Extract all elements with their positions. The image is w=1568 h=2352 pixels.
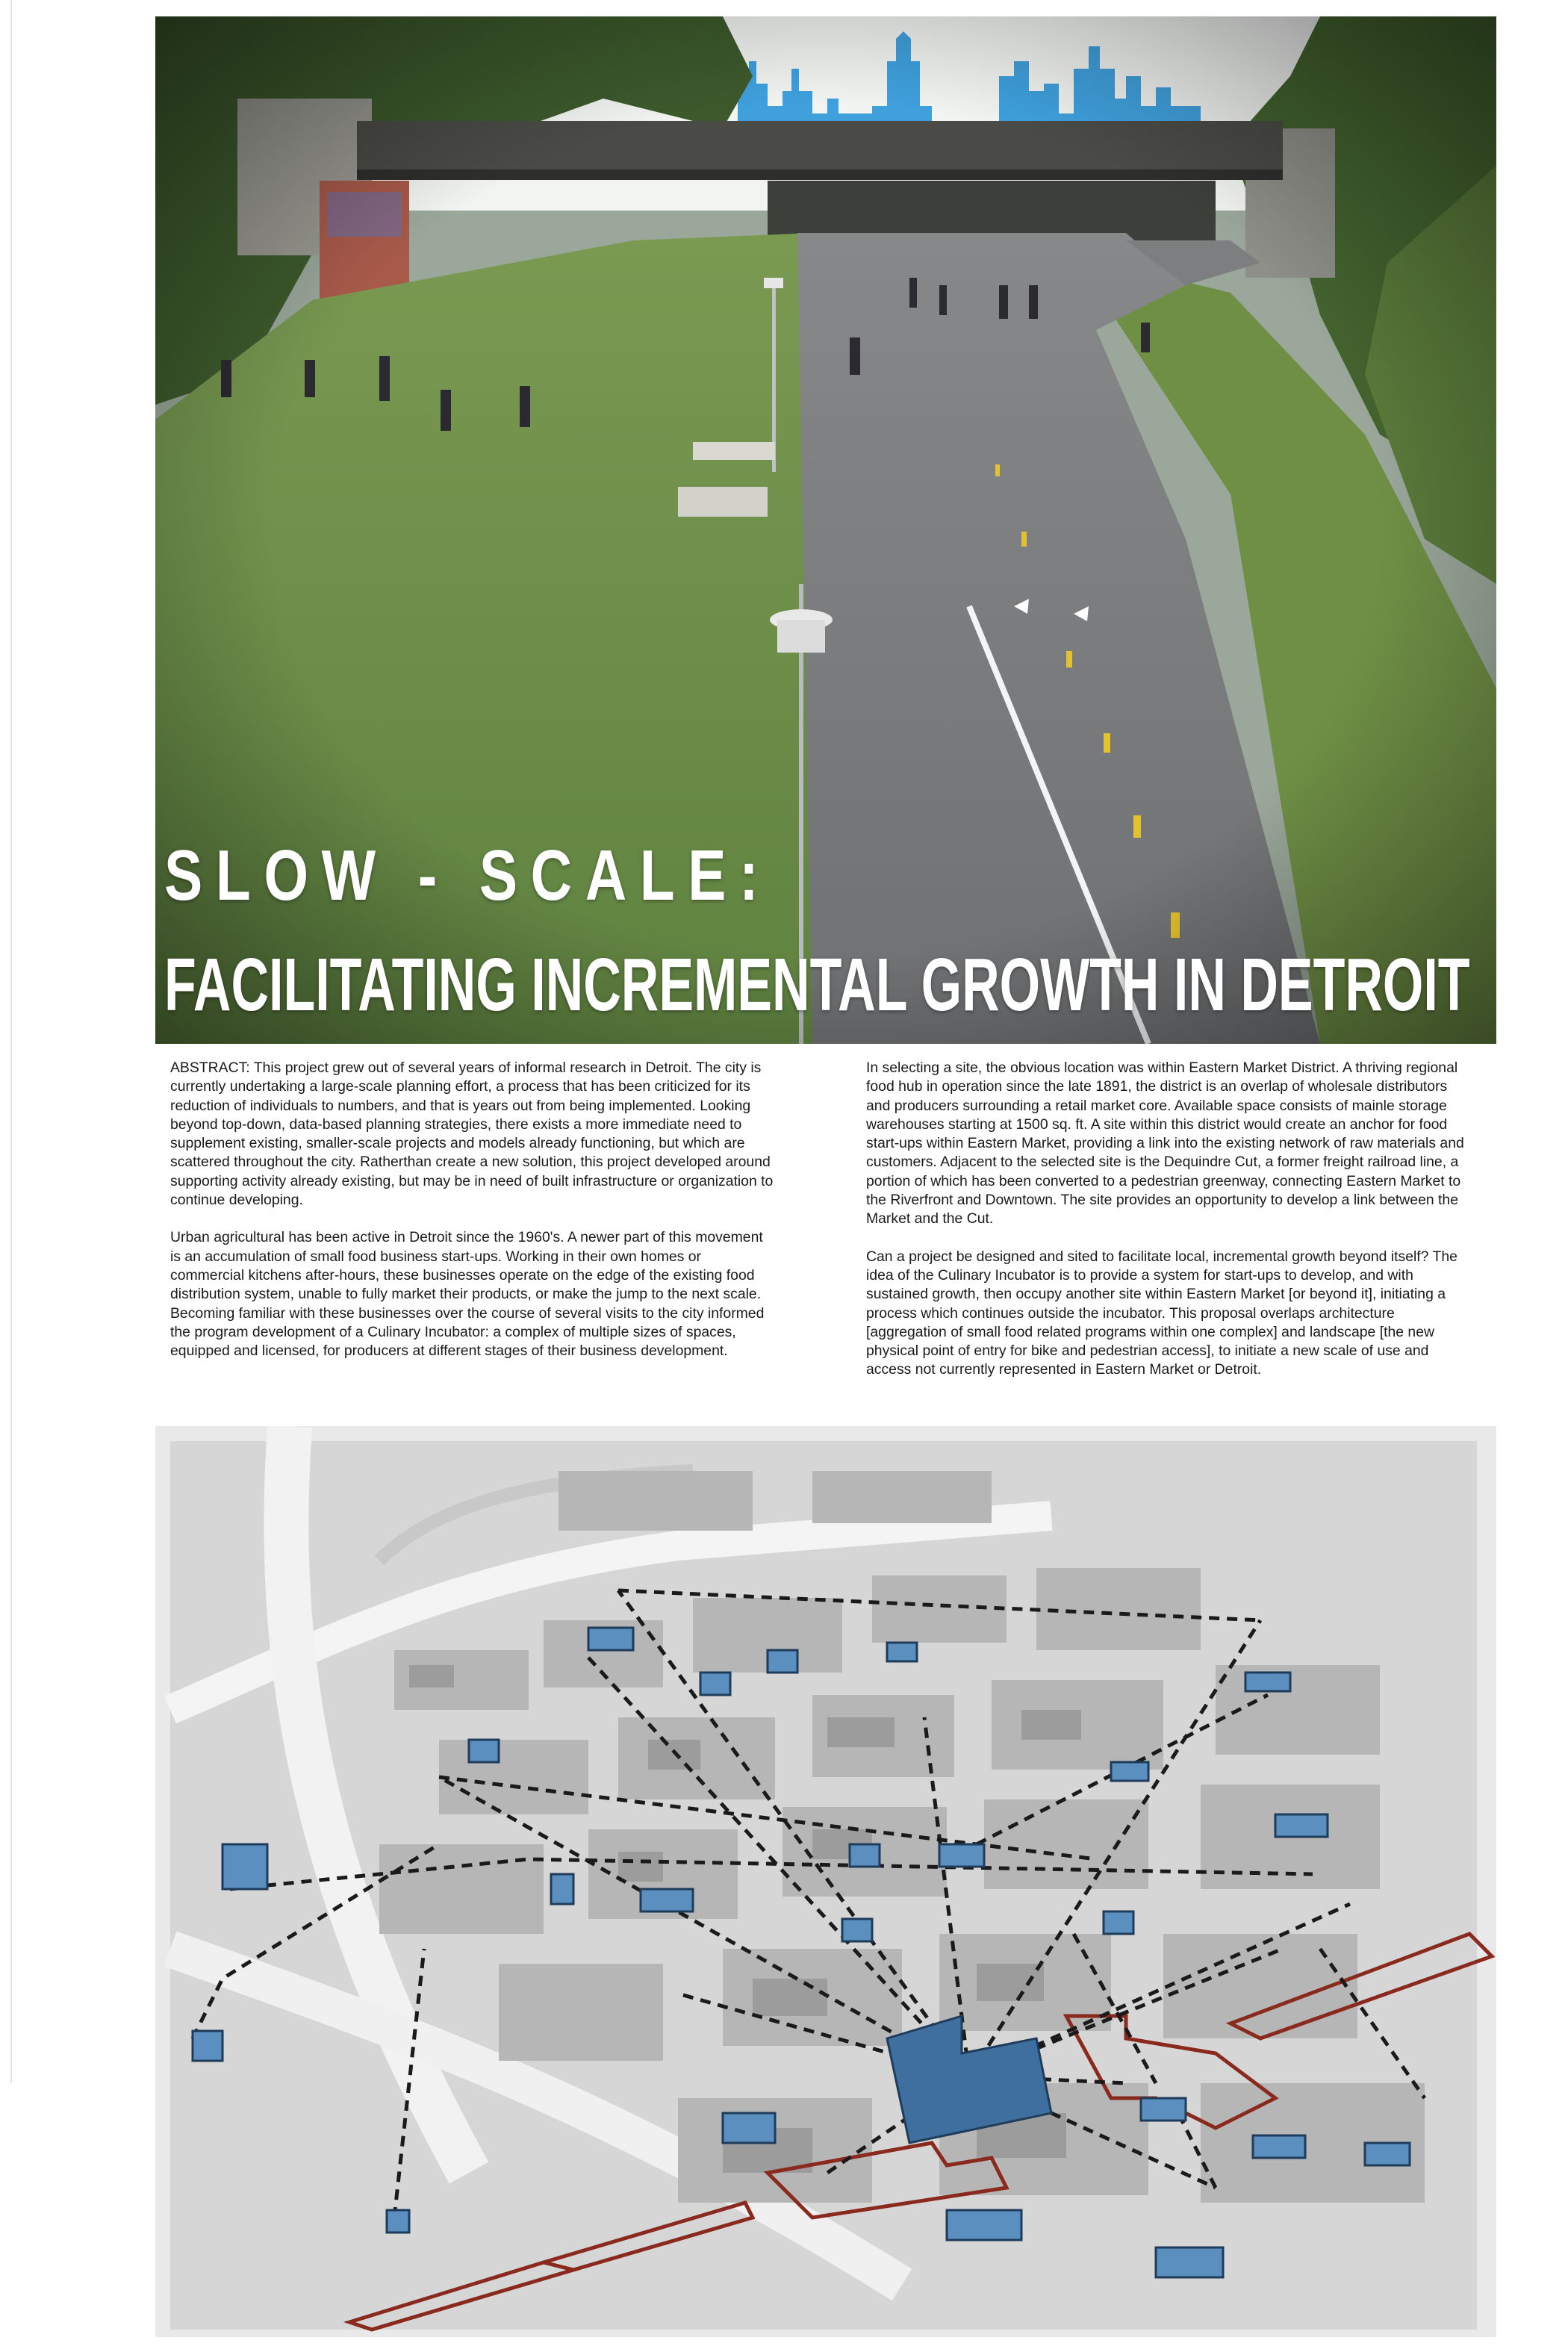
urban-agriculture-paragraph: Urban agricultural has been active in Detroit since the 1960's. A newer part of this movement is an accumulation of small food business start-ups. Working in their own homes or commercial kitchens after-hours, these businesses operate on the edge of the existing food distribution system, unable to fully market their products, or make the jump to the next scale. Becoming familiar with these businesses over the course of several visits to the city informed the program development of a Culinary Incubator: a complex of multiple sizes of spaces, equipped and licensed, for producers at different stages of their business development. [170, 1229, 765, 1360]
eastern-market-aerial-illustration [155, 1426, 1496, 2337]
hero-photo [155, 16, 1496, 1044]
aerial-network-map [155, 1426, 1496, 2337]
text-column-left [170, 1059, 777, 1379]
text-column-right [866, 1059, 1472, 1399]
abstract-paragraph: ABSTRACT: This project grew out of several years of informal research in Detroit. The city is currently undertaking a large-scale planning effort, a process that has been criticized for its reduction of individuals to numbers, and that is years out from being implemented. Looking beyond top-down, data-based planning strategies, there exists a more immediate need to supplement existing, smaller-scale projects and models already functioning, but which are scattered throughout the city. Ratherthan create a new solution, this project developed around supporting activity already existing, but may be in need of built infrastructure or organization to continue developing. [170, 1060, 774, 1209]
title-line-1: SLOW - SCALE: [164, 836, 772, 915]
page-margin-rule [10, 0, 12, 2083]
culinary-incubator-paragraph: Can a project be designed and sited to facilitate local, incremental growth beyond itself? The idea of the Culinary Incubator is to provide a system for start-ups to develop, and with sustained growth, then occupy another site within Eastern Market [or beyond it], initiating a process which continues outside the incubator. This proposal overlaps architecture [aggregation of small food related programs within one complex] and landscape [the new physical point of entry for bike and pedestrian access], to initiate a new scale of use and access not currently represented in Eastern Market or Detroit. [866, 1248, 1457, 1378]
site-selection-paragraph: In selecting a site, the obvious location was within Eastern Market District. A thriving regional food hub in operation since the late 1891, the district is an overlap of wholesale distributors and producers surrounding a retail market core. Available space consists of mainle storage warehouses starting at 1500 sq. ft. A site within this district would create an anchor for food start-ups within Eastern Market, providing a link into the existing network of raw materials and customers. Adjacent to the selected site is the Dequindre Cut, a former freight railroad line, a portion of which has been converted to a pedestrian greenway, connecting Eastern Market to the Riverfront and Downtown. The site provides an opportunity to develop a link between the Market and the Cut. [866, 1060, 1464, 1228]
title-line-2: FACILITATING INCREMENTAL GROWTH IN DETROIT [164, 943, 1470, 1027]
